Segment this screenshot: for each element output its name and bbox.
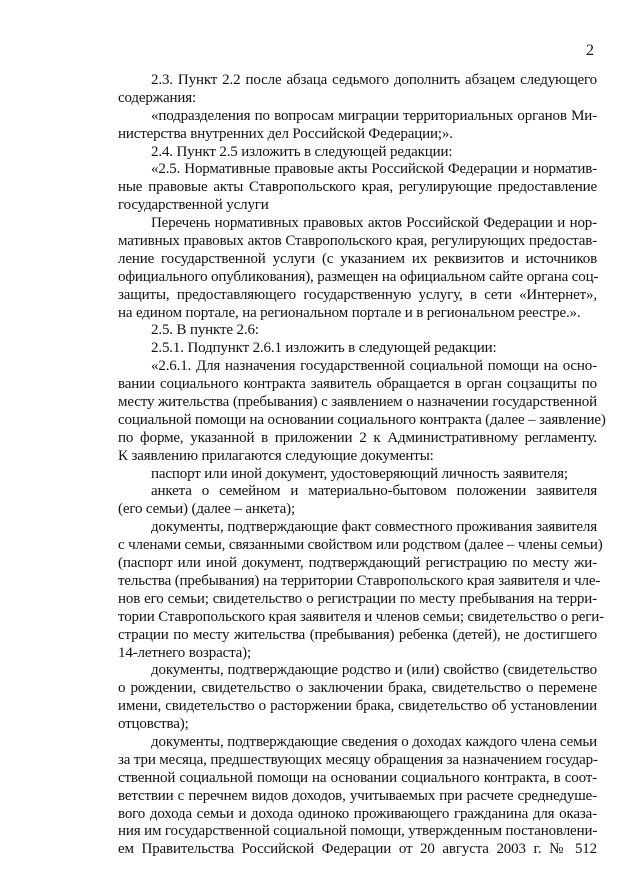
text-line: «подразделения по вопросам миграции территориальных органов Ми- xyxy=(151,107,597,124)
text-line: вании социального контракта заявитель обращается в орган соцзащиты по xyxy=(118,376,597,393)
text-line: «2.6.1. Для назначения государственной социальной помощи на осно- xyxy=(151,358,597,375)
text-line: социальной помощи на основании социального контракта (далее – заявление) xyxy=(118,411,606,428)
text-line: мативных правовых актов Ставропольского края, регулирующих предостав- xyxy=(118,233,597,250)
text-line: (паспорт или иной документ, подтверждающий регистрацию по месту жи- xyxy=(118,555,597,572)
text-line: 2.4. Пункт 2.5 изложить в следующей редакции: xyxy=(151,143,453,160)
page-number: 2 xyxy=(586,42,594,59)
text-line: Перечень нормативных правовых актов Российской Федерации и нор- xyxy=(151,215,597,232)
text-line: на едином портале, на региональном портале и в региональном реестре.». xyxy=(118,304,581,321)
text-line: вого дохода семьи и дохода одиноко проживающего гражданина для оказа- xyxy=(118,805,597,822)
text-line: (его семьи) (далее – анкета); xyxy=(118,501,295,518)
text-line: ление государственной услуги (с указанием их реквизитов и источников xyxy=(118,250,597,267)
text-line: тории Ставропольского края заявителя и членов семьи; свидетельство о реги- xyxy=(118,608,604,625)
text-line: защиты, предоставляющего государственную услугу, в сети «Интернет», xyxy=(118,286,597,303)
text-line: с членами семьи, связанными свойством или родством (далее – члены семьи) xyxy=(118,537,603,554)
text-line: тельства (пребывания) на территории Ставропольского края заявителя и чле- xyxy=(118,572,601,589)
text-line: К заявлению прилагаются следующие документы: xyxy=(118,447,434,464)
text-line: 2.5.1. Подпункт 2.6.1 изложить в следующей редакции: xyxy=(151,340,497,357)
text-line: отцовства); xyxy=(118,716,189,733)
text-line: «2.5. Нормативные правовые акты Российской Федерации и норматив- xyxy=(151,161,597,178)
text-line: о рождении, свидетельство о заключении брака, свидетельство о перемене xyxy=(118,680,597,697)
document-body xyxy=(118,72,606,859)
text-line: месту жительства (пребывания) с заявлением о назначении государственной xyxy=(118,394,597,411)
text-line: 14-летнего возраста); xyxy=(118,644,252,661)
text-line: имени, свидетельство о расторжении брака, свидетельство об установлении xyxy=(118,698,597,715)
text-line: ем Правительства Российской Федерации от 20 августа 2003 г. № 512 xyxy=(118,841,597,858)
text-line: ственной социальной помощи на основании социального контракта, в соот- xyxy=(118,769,597,786)
text-line: ные правовые акты Ставропольского края, регулирующие предоставление xyxy=(118,179,597,196)
text-line: по форме, указанной в приложении 2 к Административному регламенту. xyxy=(118,429,597,446)
text-line: паспорт или иной документ, удостоверяющий личность заявителя; xyxy=(151,465,568,482)
text-line: документы, подтверждающие родство и (или) свойство (свидетельство xyxy=(151,662,597,679)
text-line: нов его семьи; свидетельство о регистрации по месту пребывания на терри- xyxy=(118,590,597,607)
text-line: документы, подтверждающие сведения о доходах каждого члена семьи xyxy=(151,733,597,750)
text-line: государственной услуги xyxy=(118,197,269,214)
text-line: 2.5. В пункте 2.6: xyxy=(151,322,259,339)
text-line: документы, подтверждающие факт совместного проживания заявителя xyxy=(151,519,597,536)
text-line: нистерства внутренних дел Российской Федерации;». xyxy=(118,125,453,142)
text-line: содержания: xyxy=(118,89,197,106)
text-line: ветствии с перечнем видов доходов, учитываемых при расчете среднедуше- xyxy=(118,787,597,804)
text-line: страции по месту жительства (пребывания) ребенка (детей), не достигшего xyxy=(118,626,597,643)
text-line: официального опубликования), размещен на официальном сайте органа соц- xyxy=(118,268,599,285)
text-line: за три месяца, предшествующих месяцу обращения за назначением государ- xyxy=(118,751,598,768)
text-line: анкета о семейном и материально-бытовом положении заявителя xyxy=(151,483,597,500)
text-line: ния им государственной социальной помощи, утвержденным постановлени- xyxy=(118,823,598,840)
text-line: 2.3. Пункт 2.2 после абзаца седьмого дополнить абзацем следующего xyxy=(151,72,597,88)
